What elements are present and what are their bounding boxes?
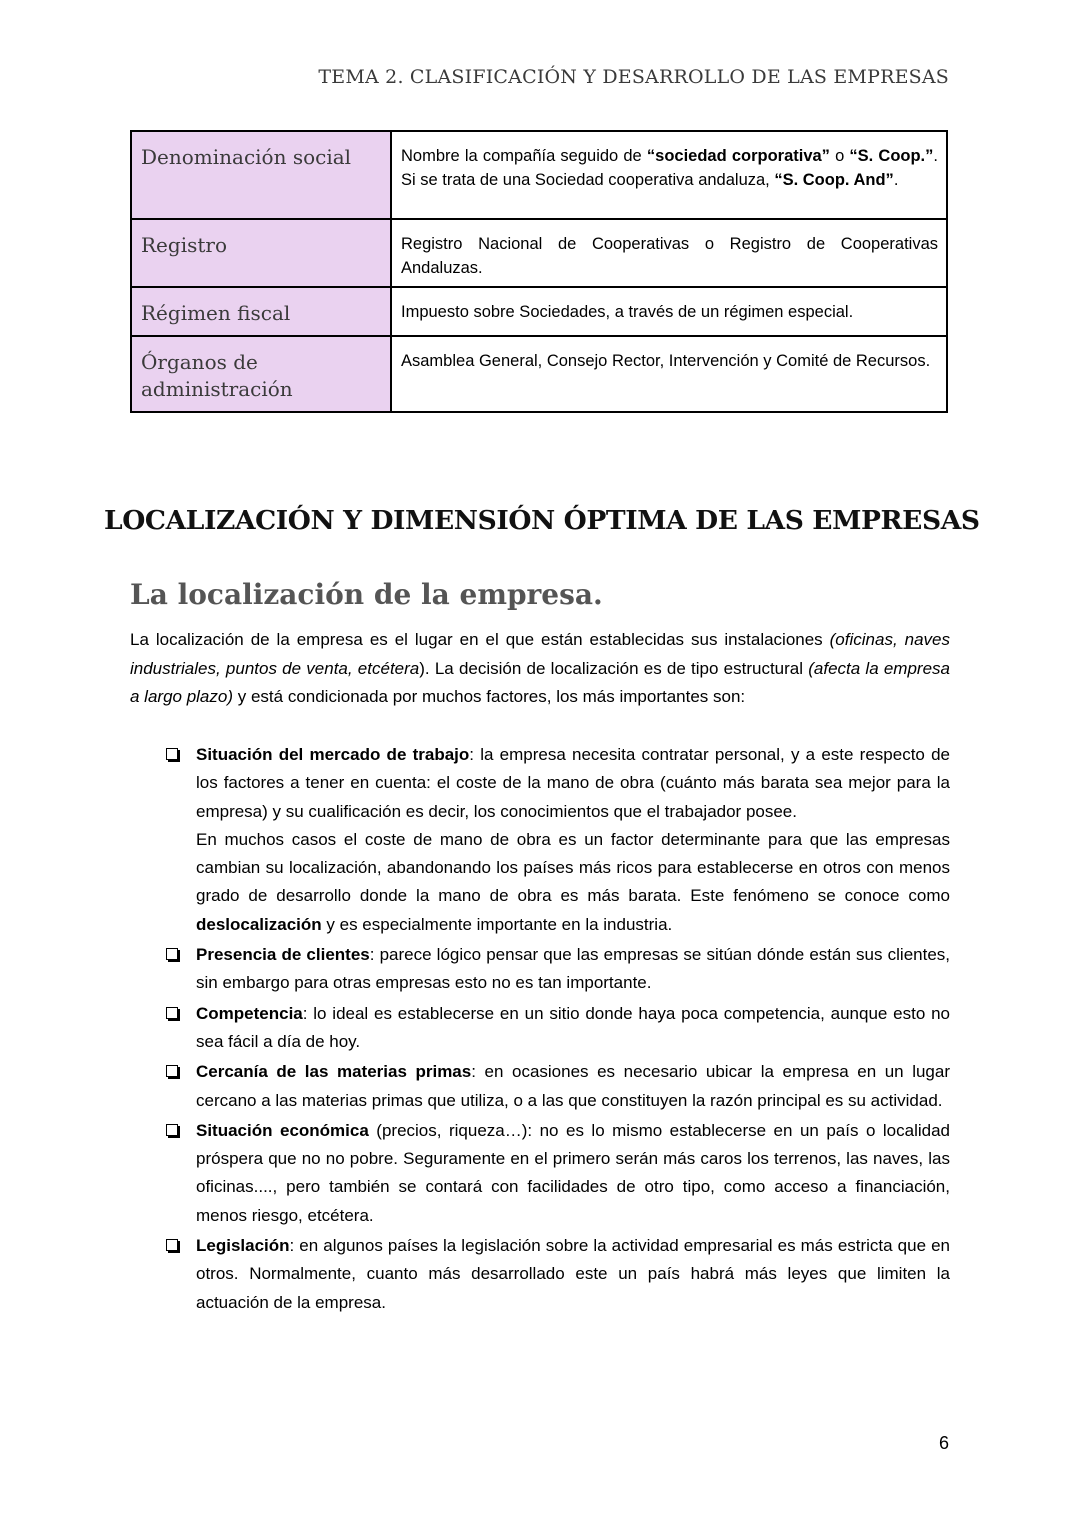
intro-italic: (afecta la empresa a largo plazo)	[130, 658, 950, 706]
factor-extra-paragraph	[196, 826, 950, 939]
factor-list	[166, 741, 950, 1319]
checkbox-bullet-icon	[166, 748, 178, 760]
subsection-title: La localización de la empresa.	[130, 578, 603, 611]
factor-extra-text: y es especialmente importante en la industria.	[321, 914, 673, 934]
row-label: Órganos de administración	[131, 336, 391, 412]
row-label: Denominación social	[131, 131, 391, 219]
checkbox-bullet-icon	[166, 1124, 178, 1136]
value-text: o	[829, 147, 850, 165]
row-label: Registro	[131, 219, 391, 287]
value-bold: “sociedad corporativa”	[646, 147, 830, 165]
list-item	[166, 1000, 950, 1057]
factor-term: Situación económica	[196, 1120, 369, 1140]
row-value: Impuesto sobre Sociedades, a través de un régimen especial.	[391, 287, 947, 336]
factor-text: : en algunos países la legislación sobre la actividad empresarial es más estricta que en otros. Normalmente, cuanto más desarrollado este un país habrá más leyes que limiten la actuación de la empresa.	[196, 1236, 950, 1312]
cooperative-table	[130, 130, 948, 413]
checkbox-bullet-icon	[166, 1065, 178, 1077]
factor-text: : lo ideal es establecerse en un sitio donde haya poca competencia, aunque esto no sea fácil a día de hoy.	[196, 1003, 950, 1051]
factor-extra-bold: deslocalización	[196, 914, 322, 934]
factor-text: (precios, riqueza…): no es lo mismo establecerse en un país o localidad próspera que no no pobre. Seguramente en el primero serán más caros los terrenos, las naves, las oficinas...., pero también se contará con facilidades de otro tipo, como acceso a financiación, menos riesgo, etcétera.	[196, 1120, 950, 1225]
row-value: Registro Nacional de Cooperativas o Registro de Cooperativas Andaluzas.	[391, 219, 947, 287]
table-row	[131, 287, 947, 336]
value-text: Nombre la compañía seguido de	[401, 147, 647, 165]
page-number: 6	[938, 1433, 949, 1453]
list-item	[166, 1117, 950, 1230]
table-row	[131, 131, 947, 219]
list-item	[166, 741, 950, 939]
section-title: LOCALIZACIÓN Y DIMENSIÓN ÓPTIMA DE LAS EMPRESAS	[104, 505, 980, 536]
factor-text: : en ocasiones es necesario ubicar la empresa en un lugar cercano a las materias primas que utiliza, o a las que constituyen la razón principal es su actividad.	[196, 1062, 951, 1110]
page-header: TEMA 2. CLASIFICACIÓN Y DESARROLLO DE LAS EMPRESAS	[318, 66, 949, 88]
factor-extra-text: En muchos casos el coste de mano de obra es un factor determinante para que las empresas cambian su localización, abandonando los países más ricos para establecerse en otros con menos grado de desarrollo donde la mano de obra es más barata. Este fenómeno se conoce como	[196, 829, 950, 906]
factor-text: : parece lógico pensar que las empresas se sitúan dónde están sus clientes, sin embargo para otras empresas esto no es tan importante.	[196, 945, 950, 993]
table-row	[131, 336, 947, 412]
intro-text: y está condicionada por muchos factores, los más importantes son:	[233, 687, 746, 706]
value-text: . Si se trata de una Sociedad cooperativa andaluza,	[401, 147, 938, 189]
row-value: Asamblea General, Consejo Rector, Intervención y Comité de Recursos.	[391, 336, 947, 412]
row-label: Régimen fiscal	[131, 287, 391, 336]
intro-text: ). La decisión de localización es de tipo estructural	[419, 658, 809, 678]
checkbox-bullet-icon	[166, 1007, 178, 1019]
list-item	[166, 941, 950, 998]
value-bold: “S. Coop.”	[849, 147, 934, 165]
intro-text: La localización de la empresa es el lugar en el que están establecidas sus instalaciones	[130, 630, 830, 649]
factor-text: : la empresa necesita contratar personal, y a este respecto de los factores a tener en cuenta: el coste de la mano de obra (cuánto más barata sea mejor para la empresa) y su cualificación es decir, los conocimientos que el trabajador posee.	[196, 745, 950, 821]
table-row	[131, 219, 947, 287]
intro-paragraph	[130, 626, 950, 712]
checkbox-bullet-icon	[166, 948, 178, 960]
factor-term: Cercanía de las materias primas	[196, 1062, 472, 1082]
value-text: .	[893, 171, 899, 189]
list-item	[166, 1058, 950, 1115]
factor-term: Presencia de clientes	[196, 945, 370, 965]
list-item	[166, 1232, 950, 1317]
row-value	[391, 131, 947, 219]
checkbox-bullet-icon	[166, 1239, 178, 1251]
value-bold: “S. Coop. And”	[774, 171, 894, 189]
intro-italic: (oficinas, naves industriales, puntos de venta, etcétera	[130, 630, 950, 678]
factor-term: Situación del mercado de trabajo	[196, 745, 470, 764]
factor-term: Competencia	[196, 1003, 303, 1023]
factor-term: Legislación	[196, 1236, 290, 1256]
